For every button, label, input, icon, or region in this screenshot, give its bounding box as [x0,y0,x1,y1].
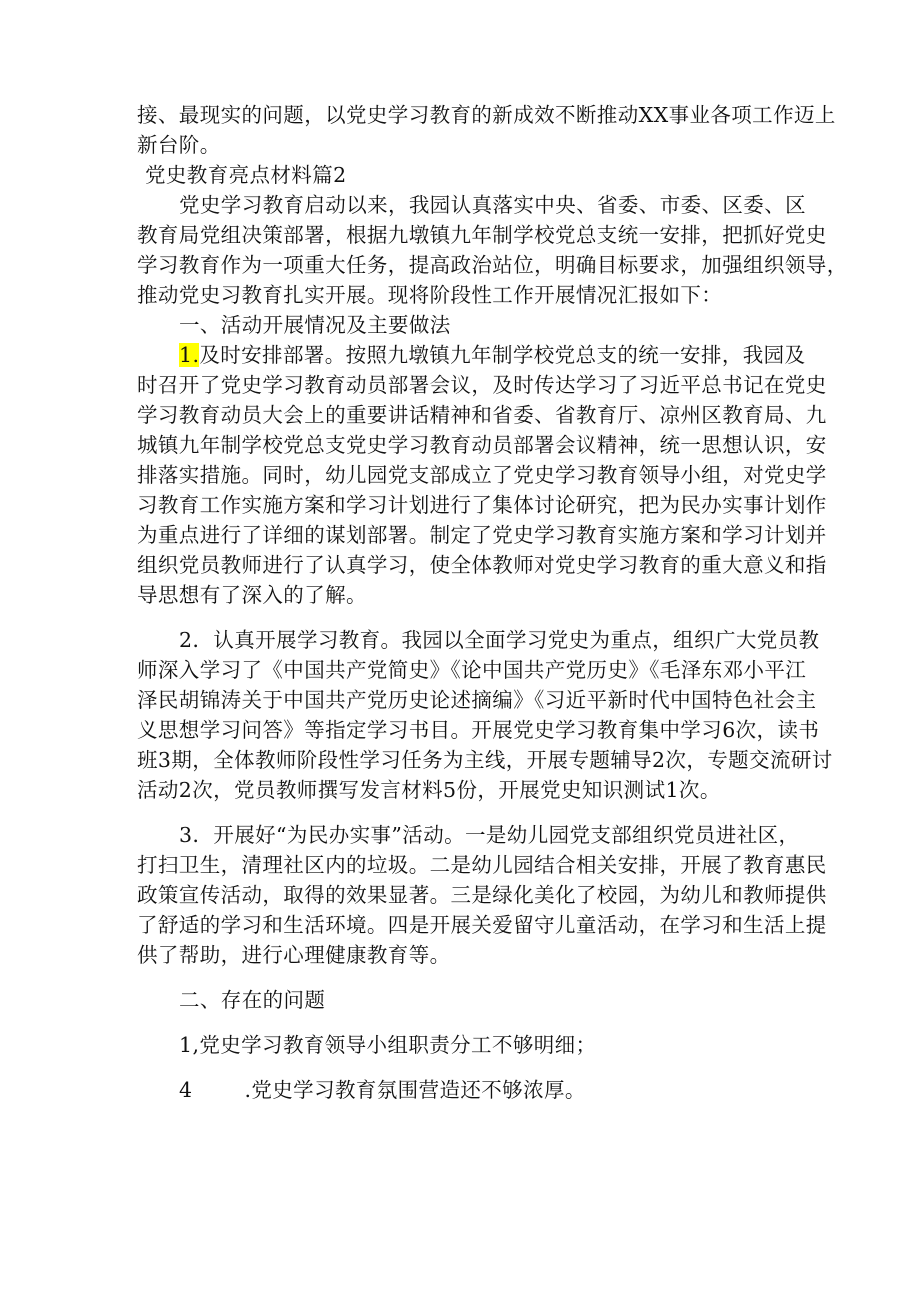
paragraph-line: 泽民胡锦涛关于中国共产党历史论述摘编》《习近平新时代中国特色社会主 [137,688,817,712]
paragraph-line: 3．开展好“为民办实事”活动。一是幼儿园党支部组织党员进社区， [179,823,800,847]
paragraph-line: 了舒适的学习和生活环境。四是开展关爱留守儿童活动，在学习和生活上提 [137,913,827,937]
paragraph-line: 组织党员教师进行了认真学习，使全体教师对党史学习教育的重大意义和指 [137,553,827,577]
paragraph-line: 打扫卫生，清理社区内的垃圾。二是幼儿园结合相关安排，开展了教育惠民 [137,853,827,877]
paragraph-line: 党史学习教育启动以来，我园认真落实中央、省委、市委、区委、区 [179,193,806,217]
paragraph-text: 及时安排部署。按照九墩镇九年制学校党总支的统一安排，我园及 [199,343,806,367]
issue-item [137,1075,797,1105]
document-body [137,100,848,1105]
paragraph-line: 推动党史习教育扎实开展。现将阶段性工作开展情况汇报如下： [137,283,723,307]
paragraph-line: 接、最现实的问题，以党史学习教育的新成效不断推动XX事业各项工作迈上 [137,103,836,127]
paragraph-line: 教育局党组决策部署，根据九墩镇九年制学校党总支统一安排，把抓好党史 [137,223,827,247]
paragraph-line [137,340,806,370]
issue-number: 4 [179,1078,193,1102]
paragraph-line: 活动2次，党员教师撰写发言材料5份，开展党史知识测试1次。 [137,778,721,802]
paragraph-line: 城镇九年制学校党总支党史学习教育动员部署会议精神，统一思想认识，安 [137,433,827,457]
paragraph-gap [137,1060,797,1075]
paragraph-line: 义思想学习问答》等指定学习书目。开展党史学习教育集中学习6次，读书 [137,718,820,742]
paragraph-line: 新台阶。 [137,133,221,157]
issue-item: 1,党史学习教育领导小组职责分工不够明细； [179,1033,597,1057]
paragraph-line: 班3期，全体教师阶段性学习任务为主线，开展专题辅导2次，专题交流研讨 [137,748,833,772]
paragraph-line: 学习教育作为一项重大任务，提高政治站位，明确目标要求，加强组织领导， [137,253,848,277]
paragraph-line: 导思想有了深入的了解。 [137,583,367,607]
highlighted-item-number: 1. [179,343,200,367]
paragraph-line: 师深入学习了《中国共产党简史》《论中国共产党历史》《毛泽东邓小平江 [137,658,807,682]
paragraph-line: 政策宣传活动，取得的效果显著。三是绿化美化了校园，为幼儿和教师提供 [137,883,827,907]
document-subtitle: 党史教育亮点材料篇2 [145,163,347,187]
paragraph-line: 时召开了党史学习教育动员部署会议，及时传达学习了习近平总书记在党史 [137,373,827,397]
section-heading: 二、存在的问题 [179,988,326,1012]
paragraph-gap [137,970,797,985]
paragraph-line: 学习教育动员大会上的重要讲话精神和省委、省教育厅、凉州区教育局、九 [137,403,827,427]
paragraph-line: 排落实措施。同时，幼儿园党支部成立了党史学习教育领导小组，对党史学 [137,463,827,487]
paragraph-line: 习教育工作实施方案和学习计划进行了集体讨论研究，把为民办实事计划作 [137,493,827,517]
paragraph-gap [137,1015,797,1030]
paragraph-line: 为重点进行了详细的谋划部署。制定了党史学习教育实施方案和学习计划并 [137,523,827,547]
paragraph-line: 2．认真开展学习教育。我园以全面学习党史为重点，组织广大党员教 [179,628,820,652]
paragraph-gap [137,610,797,625]
section-heading: 一、活动开展情况及主要做法 [179,313,451,337]
paragraph-gap [137,805,797,820]
paragraph-line: 供了帮助，进行心理健康教育等。 [137,943,451,967]
issue-text: .党史学习教育氛围营造还不够浓厚。 [244,1078,586,1102]
